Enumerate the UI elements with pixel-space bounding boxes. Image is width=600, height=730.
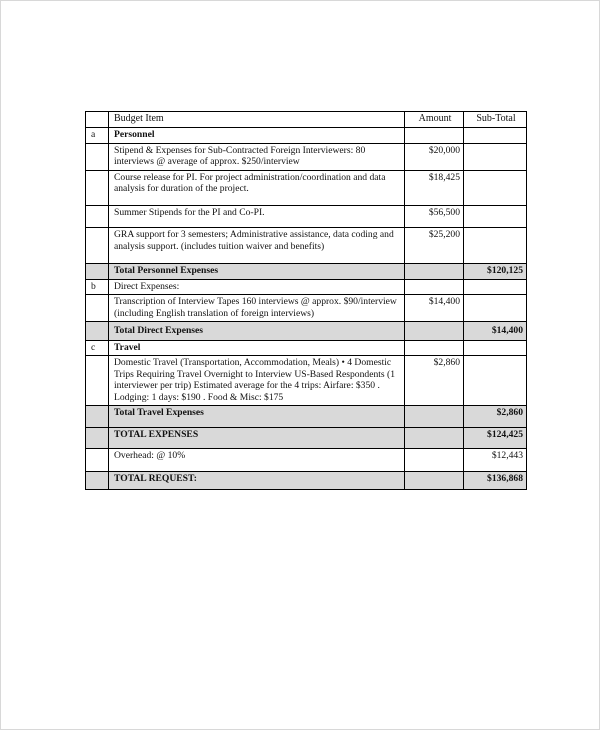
header-letter-cell [86, 112, 109, 128]
section-title: Direct Expenses: [109, 279, 405, 295]
item-amount: $14,400 [405, 295, 464, 322]
empty-cell [464, 128, 527, 144]
item-amount: $20,000 [405, 143, 464, 170]
item-description: Domestic Travel (Transportation, Accommodation, Meals) • 4 Domestic Trips Requiring Travel Overnight to Interview US-Based Respondents (1 interviewer per trip) Estimated average for the 4 trips: Airfare: $350 . Lodging: 1 days: $190 . Food & Misc: $175 [109, 356, 405, 406]
section-row-personnel [86, 128, 527, 144]
section-letter: b [86, 279, 109, 295]
overhead-rate: @ 10% [156, 450, 186, 461]
total-request-value: $136,868 [464, 471, 527, 490]
header-budget-item: Budget Item [109, 112, 405, 128]
total-expenses-row [86, 427, 527, 449]
empty-cell [86, 143, 109, 170]
item-amount: $2,860 [405, 356, 464, 406]
total-row-personnel [86, 264, 527, 280]
empty-cell [464, 205, 527, 228]
section-letter: a [86, 128, 109, 144]
empty-cell [464, 356, 527, 406]
section-row-travel [86, 340, 527, 356]
section-row-direct [86, 279, 527, 295]
empty-cell [464, 295, 527, 322]
empty-cell [86, 449, 109, 472]
empty-cell [405, 449, 464, 472]
item-amount: $56,500 [405, 205, 464, 228]
table-row [86, 143, 527, 170]
table-row [86, 228, 527, 264]
item-description: Summer Stipends for the PI and Co-PI. [109, 205, 405, 228]
total-label: Total Personnel Expenses [109, 264, 405, 280]
item-description: GRA support for 3 semesters; Administrative assistance, data coding and analysis support. (includes tuition waiver and benefits) [109, 228, 405, 264]
total-value: $120,125 [464, 264, 527, 280]
section-title: Personnel [109, 128, 405, 144]
overhead-value: $12,443 [464, 449, 527, 472]
section-title: Travel [109, 340, 405, 356]
empty-cell [405, 471, 464, 490]
empty-cell [405, 340, 464, 356]
item-amount: $25,200 [405, 228, 464, 264]
empty-cell [86, 264, 109, 280]
table-row [86, 205, 527, 228]
empty-cell [464, 340, 527, 356]
section-letter: c [86, 340, 109, 356]
empty-cell [86, 471, 109, 490]
budget-table [85, 111, 527, 490]
empty-cell [405, 322, 464, 341]
total-row-direct [86, 322, 527, 341]
empty-cell [405, 427, 464, 449]
item-description: Transcription of Interview Tapes 160 interviews @ approx. $90/interview (including English translation of foreign interviews) [109, 295, 405, 322]
empty-cell [86, 322, 109, 341]
empty-cell [405, 264, 464, 280]
empty-cell [86, 406, 109, 428]
table-row [86, 356, 527, 406]
empty-cell [86, 356, 109, 406]
header-subtotal: Sub-Total [464, 112, 527, 128]
header-amount: Amount [405, 112, 464, 128]
empty-cell [464, 228, 527, 264]
overhead-label: Overhead: [114, 450, 154, 461]
total-row-travel [86, 406, 527, 428]
table-row [86, 170, 527, 205]
empty-cell [405, 128, 464, 144]
empty-cell [405, 279, 464, 295]
empty-cell [86, 228, 109, 264]
total-value: $2,860 [464, 406, 527, 428]
overhead-row [86, 449, 527, 472]
total-label: Total Travel Expenses [109, 406, 405, 428]
table-header-row [86, 112, 527, 128]
item-description: Stipend & Expenses for Sub-Contracted Foreign Interviewers: 80 interviews @ average of approx. $250/interview [109, 143, 405, 170]
total-value: $14,400 [464, 322, 527, 341]
empty-cell [86, 427, 109, 449]
empty-cell [86, 295, 109, 322]
overhead-cell [109, 449, 405, 472]
empty-cell [405, 406, 464, 428]
total-label: Total Direct Expenses [109, 322, 405, 341]
total-expenses-value: $124,425 [464, 427, 527, 449]
item-amount: $18,425 [405, 170, 464, 205]
table-row [86, 295, 527, 322]
empty-cell [464, 279, 527, 295]
empty-cell [86, 170, 109, 205]
total-request-row [86, 471, 527, 490]
empty-cell [464, 170, 527, 205]
item-description: Course release for PI. For project administration/coordination and data analysis for duration of the project. [109, 170, 405, 205]
total-expenses-label: TOTAL EXPENSES [109, 427, 405, 449]
total-request-label: TOTAL REQUEST: [109, 471, 405, 490]
empty-cell [464, 143, 527, 170]
empty-cell [86, 205, 109, 228]
